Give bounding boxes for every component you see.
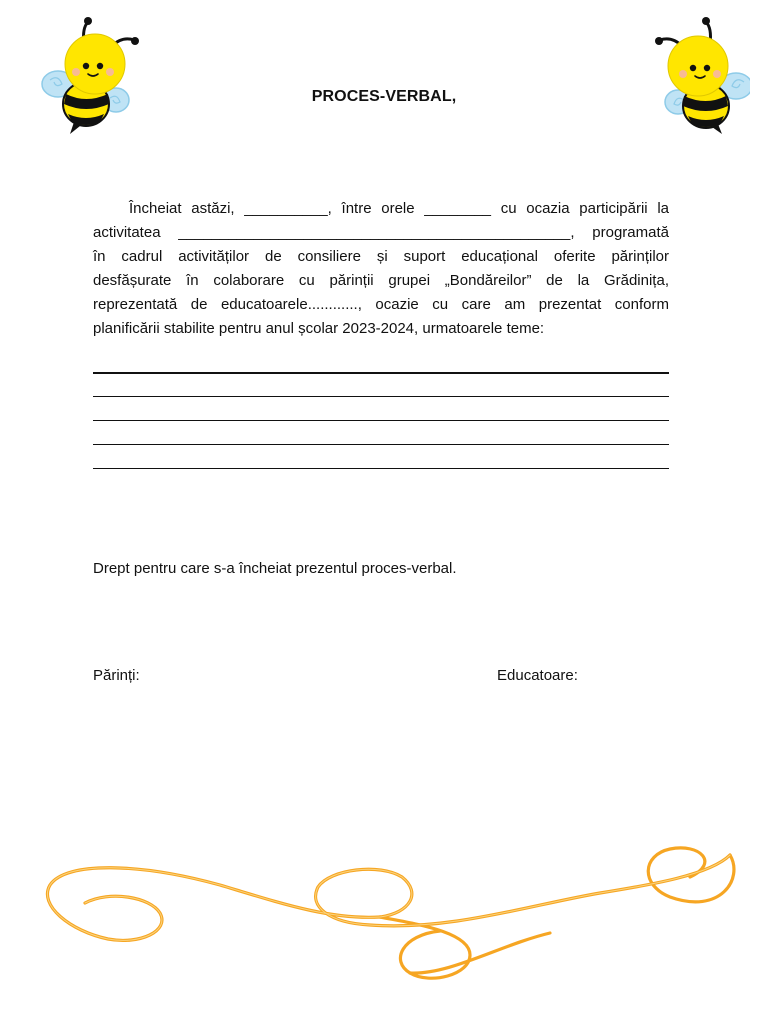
topic-blank-line [93, 444, 669, 445]
paragraph-line: reprezentată de educatoarele............, ocazie cu care am prezentat conform [93, 296, 669, 313]
paragraph-line-text: Încheiat astăzi, __________, între orele ________ cu ocazia participării la [129, 200, 669, 217]
document-title: PROCES-VERBAL, [311, 88, 457, 105]
swirl-ornament [30, 835, 740, 995]
parents-signature-label: Părinți: [93, 667, 140, 684]
body-paragraph [93, 197, 669, 341]
topic-blank-line [93, 468, 669, 469]
bee-icon [650, 14, 750, 134]
topic-blank-line [93, 372, 669, 374]
paragraph-line: activitatea _______________________________________________, programată [93, 224, 669, 241]
paragraph-line: în cadrul activităților de consiliere și suport educațional oferite părinților [93, 248, 669, 265]
teacher-signature-label: Educatoare: [497, 667, 578, 684]
paragraph-line: desfășurate în colaborare cu părinții grupei „Bondăreilor” de la Grădinița, [93, 272, 669, 289]
closing-statement: Drept pentru care s-a încheiat prezentul proces-verbal. [93, 560, 457, 577]
bee-icon [40, 14, 140, 134]
topic-blank-line [93, 420, 669, 421]
paragraph-line [93, 197, 669, 221]
topic-blank-line [93, 396, 669, 397]
paragraph-line: planificării stabilite pentru anul școlar 2023-2024, urmatoarele teme: [93, 320, 545, 337]
